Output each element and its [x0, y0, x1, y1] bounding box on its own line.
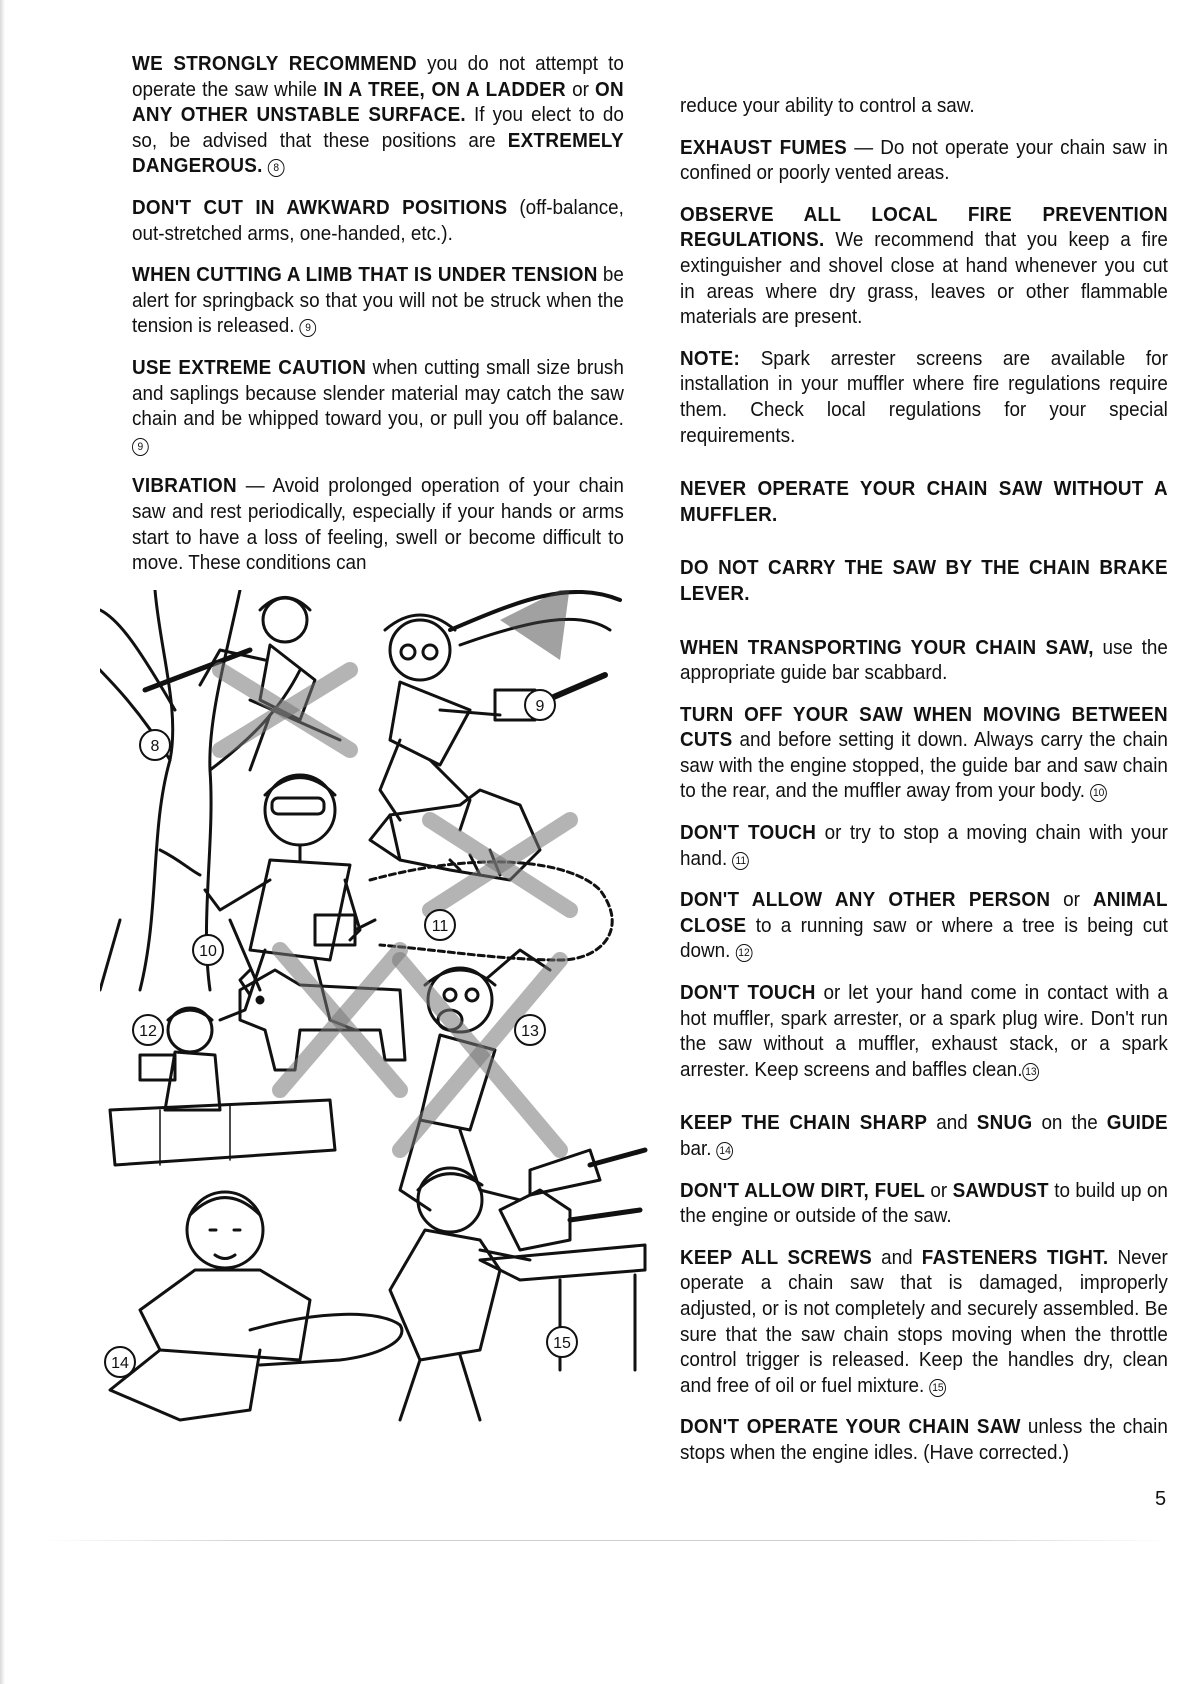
body-text: and [927, 1112, 977, 1135]
bold-heading-text: IN A TREE, ON A LADDER [323, 78, 566, 101]
body-text: or [565, 78, 596, 101]
right-column-paragraph [680, 203, 1168, 331]
illustration-number-text: 12 [139, 1023, 157, 1040]
illustration-number-14 [105, 1347, 135, 1377]
illustration-number-13 [515, 1015, 545, 1045]
bold-heading-text: DON'T CUT IN AWKWARD POSITIONS [132, 196, 508, 219]
body-text: — Do not operate your chain saw in confined or poorly vented areas. [680, 136, 1168, 185]
illustration-number-text: 15 [553, 1335, 571, 1352]
illustration-10-carrying-saw [205, 775, 375, 1030]
bold-heading-text: NOTE: [680, 347, 741, 370]
left-column-paragraph [132, 474, 624, 576]
bold-heading-text: DON'T TOUCH [680, 982, 816, 1005]
bold-heading-text: USE EXTREME CAUTION [132, 356, 367, 379]
bold-heading-text: WE STRONGLY RECOMMEND [132, 53, 417, 75]
right-column-paragraph [680, 556, 1168, 607]
page-number: 5 [1155, 1488, 1167, 1510]
body-text: when cutting small size brush and saplings because slender material may catch the saw chain and be whipped toward you, or pull you off balance. [132, 356, 624, 431]
illustration-number-text: 9 [535, 698, 545, 715]
bold-heading-text: OBSERVE ALL LOCAL FIRE PREVENTION REGULATIONS. [680, 203, 1168, 252]
body-text: or [925, 1179, 953, 1202]
bold-heading-text: WHEN TRANSPORTING YOUR CHAIN SAW, [680, 636, 1094, 659]
figure-reference-15: 15 [930, 1379, 947, 1397]
bold-heading-text: KEEP ALL SCREWS [680, 1246, 872, 1269]
bold-heading-text: VIBRATION [132, 475, 237, 498]
body-text: use the appropriate guide bar scabbard. [680, 636, 1168, 685]
bold-heading-text: EXTREMELY DANGEROUS. [132, 129, 624, 178]
right-column-paragraph [680, 1179, 1168, 1230]
body-text: or let your hand come in contact with a hot muffler, spark arrester, or a spark plug wire. Don't run the saw without a muffler, exhaust stack, or a spark arrester. Keep screens and baffles clean. [680, 982, 1168, 1081]
right-column-paragraph [680, 477, 1168, 528]
right-column-paragraph [680, 821, 1168, 872]
safety-illustrations [100, 590, 660, 1430]
illustration-number-text: 10 [199, 943, 217, 960]
body-text: — Avoid prolonged operation of your chain saw and rest periodically, especially if your hands or arms start to have a loss of feeling, swell or become difficult to move. These conditions can [132, 475, 624, 575]
left-column-paragraph [132, 196, 624, 247]
illustration-14-sharpening [110, 1192, 402, 1420]
left-column-paragraph [132, 52, 624, 180]
right-column-paragraph [680, 888, 1168, 965]
figure-reference-9: 9 [132, 438, 149, 456]
bold-heading-text: TURN OFF YOUR SAW WHEN MOVING BETWEEN CUTS [680, 703, 1168, 752]
body-text: unless the chain stops when the engine idles. (Have corrected.) [680, 1416, 1168, 1464]
body-text: on the [1032, 1112, 1107, 1135]
illustration-number-15 [547, 1327, 577, 1357]
illustration-11-hand-on-chain [370, 790, 612, 960]
figure-reference-9: 9 [300, 319, 317, 337]
left-column-paragraph [132, 263, 624, 340]
right-column-paragraph [680, 1246, 1168, 1400]
illustration-number-10 [193, 935, 223, 965]
body-text: reduce your ability to control a saw. [680, 95, 975, 117]
right-column-paragraph [680, 94, 1168, 120]
figure-reference-10: 10 [1090, 784, 1107, 802]
body-text: (off-balance, out-stretched arms, one-handed, etc.). [132, 196, 624, 245]
right-column-paragraph [680, 1111, 1168, 1162]
bold-heading-text: DO NOT CARRY THE SAW BY THE CHAIN BRAKE LEVER. [680, 557, 1168, 605]
body-text: and before setting it down. Always carry the chain saw with the engine stopped, the guide bar and saw chain to the rear, and the muffler away from your body. [680, 729, 1168, 803]
bold-heading-text: DON'T ALLOW DIRT, FUEL [680, 1179, 926, 1202]
body-text: We recommend that you keep a fire extinguisher and shovel close at hand whenever you cut in areas where dry grass, leaves or other flammable materials are present. [680, 229, 1168, 329]
right-column-paragraph [680, 636, 1168, 687]
illustration-15-tightening [390, 1168, 645, 1420]
illustration-number-12 [133, 1015, 163, 1045]
left-column-paragraph [132, 356, 624, 458]
body-text: be alert for springback so that you will not be struck when the tension is released. [132, 264, 624, 338]
body-text: to a running saw or where a tree is being cut down. [680, 914, 1168, 963]
bold-heading-text: DON'T OPERATE YOUR CHAIN SAW [680, 1416, 1021, 1439]
page-binding-edge [0, 0, 5, 1684]
bold-heading-text: NEVER OPERATE YOUR CHAIN SAW WITHOUT A MUFFLER. [680, 478, 1168, 526]
illustration-number-text: 8 [150, 738, 160, 755]
right-column-paragraph [680, 1415, 1168, 1466]
illustration-number-11 [425, 910, 455, 940]
body-text: or try to stop a moving chain with your hand. [680, 822, 1168, 870]
bold-heading-text: GUIDE [1106, 1112, 1168, 1135]
bold-heading-text: ON ANY OTHER UNSTABLE SURFACE. [132, 78, 624, 127]
bold-heading-text: DON'T TOUCH [680, 822, 817, 845]
figure-reference-11: 11 [732, 852, 749, 870]
page-bottom-rule [40, 1540, 1170, 1541]
body-text: bar. [680, 1138, 717, 1160]
illustration-number-9 [525, 690, 555, 720]
illustration-number-text: 11 [431, 918, 449, 935]
bold-heading-text: ANIMAL CLOSE [680, 889, 1168, 937]
right-text-column [680, 94, 1168, 1483]
illustration-number-8 [140, 730, 170, 760]
figure-reference-8: 8 [268, 159, 285, 177]
figure-reference-12: 12 [736, 944, 753, 962]
body-text: or [1050, 889, 1093, 912]
illustration-9-sapling-whip [380, 590, 620, 830]
bold-heading-text: DON'T ALLOW ANY OTHER PERSON [680, 889, 1051, 912]
body-text: Spark arrester screens are available for installation in your muffler where fire regulations require them. Check local regulations for your special requirements. [680, 347, 1168, 447]
body-text: If you elect to do so, be advised that these positions are [132, 104, 624, 152]
figure-reference-14: 14 [717, 1142, 734, 1160]
figure-reference-13: 13 [1023, 1063, 1040, 1081]
right-column-paragraph [680, 703, 1168, 805]
right-column-paragraph [680, 347, 1168, 449]
body-text: and [871, 1246, 922, 1269]
bold-heading-text: KEEP THE CHAIN SHARP [680, 1112, 928, 1135]
body-text: you do not attempt to operate the saw while [132, 53, 624, 101]
right-column-paragraph [680, 981, 1168, 1083]
bold-heading-text: WHEN CUTTING A LIMB THAT IS UNDER TENSION [132, 264, 598, 287]
body-text: to build up on the engine or outside of the saw. [680, 1179, 1168, 1228]
right-column-paragraph [680, 136, 1168, 187]
body-text: Never operate a chain saw that is damaged, improperly adjusted, or is not completely and securely assembled. Be sure that the saw chain stops moving when the throttle control trigger is released. Keep the handles dry, clean and free of oil or fuel mixture. [680, 1246, 1168, 1397]
bold-heading-text: FASTENERS TIGHT. [921, 1246, 1109, 1269]
illustration-8-man-in-tree [100, 590, 350, 990]
illustration-number-text: 13 [521, 1023, 539, 1040]
illustration-number-text: 14 [111, 1355, 129, 1372]
bold-heading-text: SNUG [976, 1112, 1033, 1135]
bold-heading-text: EXHAUST FUMES [680, 136, 847, 159]
bold-heading-text: SAWDUST [952, 1179, 1049, 1202]
left-text-column [132, 52, 624, 593]
